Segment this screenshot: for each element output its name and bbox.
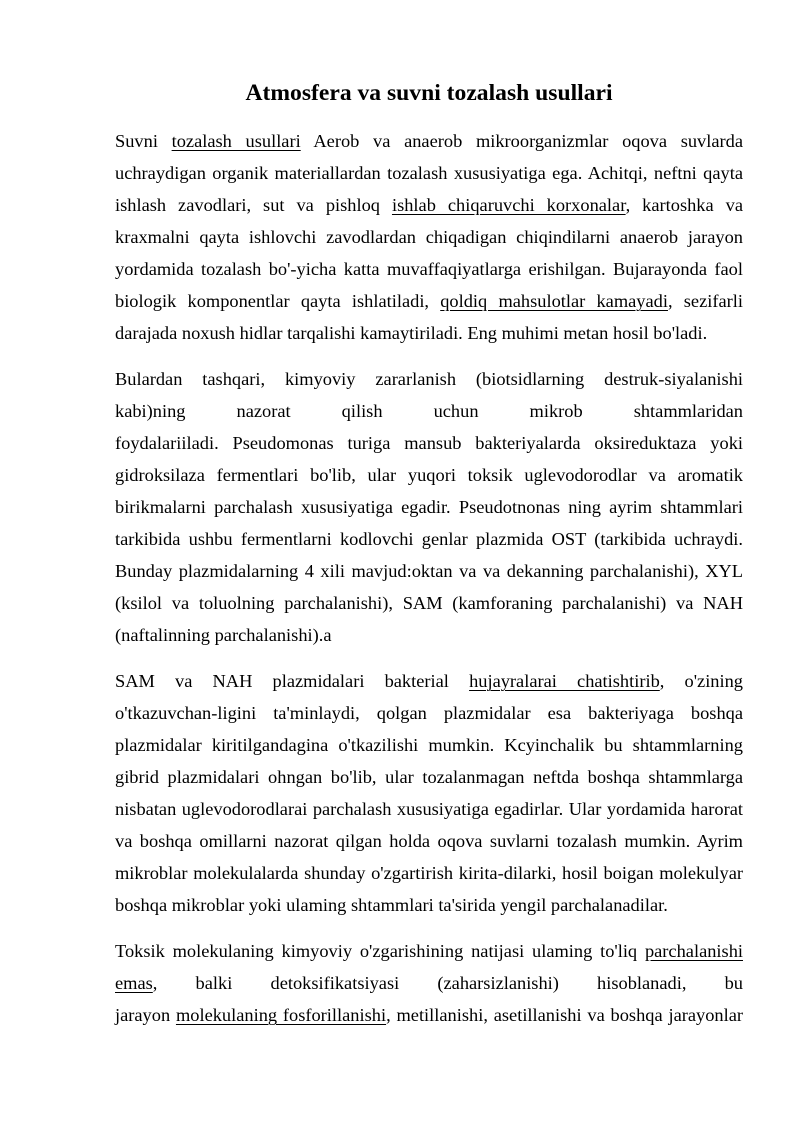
text-run: Aerob va anaerob mikroorganizmlar oqova suvlarda [300, 131, 743, 151]
text-run: ishlash zavodlari, sut va pishloq [115, 195, 392, 215]
paragraph [115, 363, 743, 651]
text-line [115, 761, 743, 793]
text-run: gidroksilaza fermentlari bo'lib, ular yuqori toksik uglevodorodlar va aromatik [115, 465, 743, 485]
text-run: mikroblar molekulalarda shunday o'zgartirish kirita-dilarki, hosil boigan molekulyar [115, 863, 743, 883]
text-run: biologik komponentlar qayta ishlatiladi, [115, 291, 441, 311]
text-run: uchraydigan organik materiallardan tozalash xususiyatiga ega. Achitqi, neftni qayta [115, 163, 743, 183]
text-run: tarkibida ushbu fermentlarni kodlovchi genlar plazmida OST (tarkibida uchraydi. [115, 529, 743, 549]
text-run: , balki detoksifikatsiyasi (zaharsizlanishi) hisoblanadi, bu [152, 973, 743, 993]
text-line [115, 189, 743, 221]
text-run: Suvni [115, 131, 172, 151]
text-run: , kartoshka va [625, 195, 743, 215]
text-run: darajada noxush hidlar tarqalishi kamaytiriladi. Eng muhimi metan hosil bo'ladi. [115, 323, 708, 343]
text-run: (ksilol va toluolning parchalanishi), SAM (kamforaning parchalanishi) va NAH [115, 593, 743, 613]
text-run: kraxmalni qayta ishlovchi zavodlardan chiqadigan chiqindilarni anaerob jarayon [115, 227, 743, 247]
text-line [115, 935, 743, 967]
hyperlink[interactable]: emas [115, 973, 153, 993]
text-line [115, 999, 743, 1031]
text-run: Bulardan tashqari, kimyoviy zararlanish (biotsidlarning destruk-siyalanishi [115, 369, 743, 389]
text-line [115, 285, 743, 317]
text-run: Bunday plazmidalarning 4 xili mavjud:oktan va va dekanning parchalanishi), XYL [115, 561, 743, 581]
text-line [115, 587, 743, 619]
text-line [115, 889, 743, 921]
text-line [115, 967, 743, 999]
paragraph [115, 125, 743, 349]
text-line [115, 665, 743, 697]
text-run: boshqa mikroblar yoki ulaming shtammlari ta'sirida yengil parchalanadilar. [115, 895, 668, 915]
text-run: birikmalarni parchalash xususiyatiga egadir. Pseudotnonas ning ayrim shtammlari [115, 497, 743, 517]
text-line [115, 363, 743, 395]
hyperlink[interactable]: tozalash usullari [171, 131, 301, 151]
document-body [115, 77, 743, 1045]
text-line [115, 317, 743, 349]
text-run: , o'zining [659, 671, 744, 691]
hyperlink[interactable]: ishlab chiqaruvchi korxonalar [391, 195, 626, 215]
text-run: va boshqa omillarni nazorat qilgan holda oqova suvlarni tozalash mumkin. Ayrim [115, 831, 743, 851]
paragraph [115, 665, 743, 921]
text-run: Toksik molekulaning kimyoviy o'zgarishining natijasi ulaming to'liq [115, 941, 645, 961]
text-run: kabi)ning nazorat qilish uchun mikrob shtammlaridan [115, 401, 743, 421]
text-line [115, 157, 743, 189]
text-line [115, 697, 743, 729]
text-run: plazmidalar kiritilgandagina o'tkazilishi mumkin. Kcyinchalik bu shtammlarning [115, 735, 743, 755]
hyperlink[interactable]: qoldiq mahsulotlar kamayadi [440, 291, 668, 311]
text-line [115, 491, 743, 523]
text-line [115, 729, 743, 761]
text-run: jarayon [115, 1005, 176, 1025]
text-line [115, 395, 743, 427]
text-line [115, 857, 743, 889]
page-title: Atmosfera va suvni tozalash usullari [245, 80, 613, 106]
text-run: o'tkazuvchan-ligini ta'minlaydi, qolgan plazmidalar esa bakteriyaga boshqa [115, 703, 743, 723]
text-line [115, 427, 743, 459]
text-line [115, 253, 743, 285]
text-run: nisbatan uglevodorodlarai parchalash xususiyatiga egadirlar. Ular yordamida harorat [115, 799, 743, 819]
text-line [115, 793, 743, 825]
text-run: , metillanishi, asetillanishi va boshqa jarayonlar [386, 1005, 743, 1025]
hyperlink[interactable]: hujayralarai chatishtirib [469, 671, 660, 691]
hyperlink[interactable]: parchalanishi [644, 941, 743, 961]
text-run: gibrid plazmidalari ohngan bo'lib, ular tozalanmagan neftda boshqa shtammlarga [115, 767, 743, 787]
text-line [115, 459, 743, 491]
text-line [115, 221, 743, 253]
text-line [115, 555, 743, 587]
text-run: SAM va NAH plazmidalari bakterial [115, 671, 470, 691]
text-run: (naftalinning parchalanishi).a [115, 625, 332, 645]
text-run: , sezifarli [667, 291, 743, 311]
hyperlink[interactable]: molekulaning fosforillanishi [175, 1005, 387, 1025]
text-line [115, 825, 743, 857]
paragraph-container [115, 125, 743, 1031]
paragraph [115, 935, 743, 1031]
text-run: yordamida tozalash bo'-yicha katta muvaffaqiyatlarga erishilgan. Bujarayonda faol [115, 259, 743, 279]
text-line [115, 619, 743, 651]
text-line [115, 125, 743, 157]
text-run: foydalariiladi. Pseudomonas turiga mansub bakteriyalarda oksireduktaza yoki [115, 433, 743, 453]
text-line [115, 523, 743, 555]
